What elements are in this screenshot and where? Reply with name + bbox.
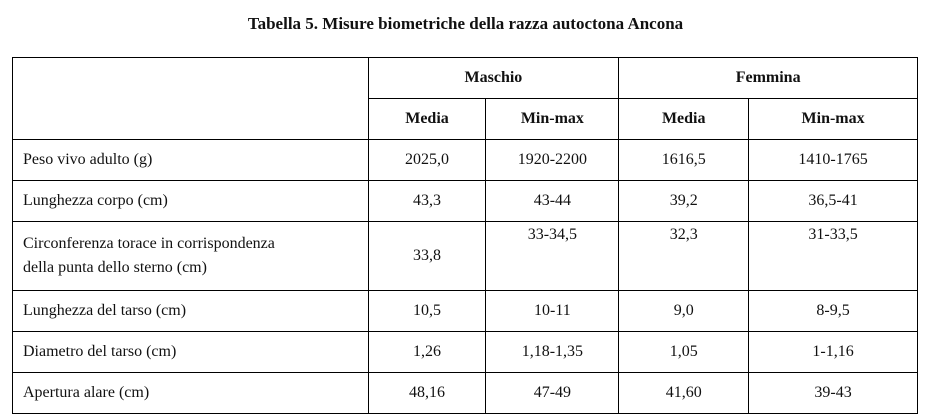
male-minmax: 1,18-1,35 bbox=[486, 332, 619, 373]
female-media: 41,60 bbox=[619, 373, 749, 414]
table-row bbox=[13, 222, 918, 291]
male-media: 43,3 bbox=[368, 181, 486, 222]
male-media: 10,5 bbox=[368, 291, 486, 332]
header-row-groups bbox=[13, 58, 918, 99]
female-media: 1616,5 bbox=[619, 140, 749, 181]
table-row bbox=[13, 140, 918, 181]
female-media: 1,05 bbox=[619, 332, 749, 373]
row-label-line2: della punta dello sterno (cm) bbox=[23, 259, 207, 276]
female-media: 9,0 bbox=[619, 291, 749, 332]
table-title: Tabella 5. Misure biometriche della razza autoctona Ancona bbox=[247, 14, 684, 33]
male-minmax: 43-44 bbox=[486, 181, 619, 222]
female-media: 32,3 bbox=[619, 222, 749, 291]
row-label: Lunghezza corpo (cm) bbox=[13, 181, 369, 222]
header-empty-cell bbox=[13, 58, 369, 140]
row-label bbox=[13, 222, 369, 291]
male-minmax: 33-34,5 bbox=[486, 222, 619, 291]
female-minmax: 1410-1765 bbox=[749, 140, 918, 181]
female-minmax: 36,5-41 bbox=[749, 181, 918, 222]
male-media: 33,8 bbox=[368, 222, 486, 291]
male-minmax: 1920-2200 bbox=[486, 140, 619, 181]
table-row bbox=[13, 332, 918, 373]
male-minmax: 47-49 bbox=[486, 373, 619, 414]
female-minmax: 8-9,5 bbox=[749, 291, 918, 332]
table-row bbox=[13, 291, 918, 332]
header-female-minmax: Min-max bbox=[749, 99, 918, 140]
table-row bbox=[13, 181, 918, 222]
table-row bbox=[13, 373, 918, 414]
male-media: 48,16 bbox=[368, 373, 486, 414]
row-label-line1: Circonferenza torace in corrispondenza bbox=[23, 235, 275, 252]
male-media: 1,26 bbox=[368, 332, 486, 373]
female-minmax: 31-33,5 bbox=[749, 222, 918, 291]
row-label: Lunghezza del tarso (cm) bbox=[13, 291, 369, 332]
row-label: Peso vivo adulto (g) bbox=[13, 140, 369, 181]
row-label: Apertura alare (cm) bbox=[13, 373, 369, 414]
row-label: Diametro del tarso (cm) bbox=[13, 332, 369, 373]
header-maschio: Maschio bbox=[368, 58, 619, 99]
female-minmax: 39-43 bbox=[749, 373, 918, 414]
header-femmina: Femmina bbox=[619, 58, 918, 99]
male-media: 2025,0 bbox=[368, 140, 486, 181]
header-male-media: Media bbox=[368, 99, 486, 140]
female-minmax: 1-1,16 bbox=[749, 332, 918, 373]
biometric-table bbox=[12, 57, 918, 414]
female-media: 39,2 bbox=[619, 181, 749, 222]
male-minmax: 10-11 bbox=[486, 291, 619, 332]
header-female-media: Media bbox=[619, 99, 749, 140]
header-male-minmax: Min-max bbox=[486, 99, 619, 140]
